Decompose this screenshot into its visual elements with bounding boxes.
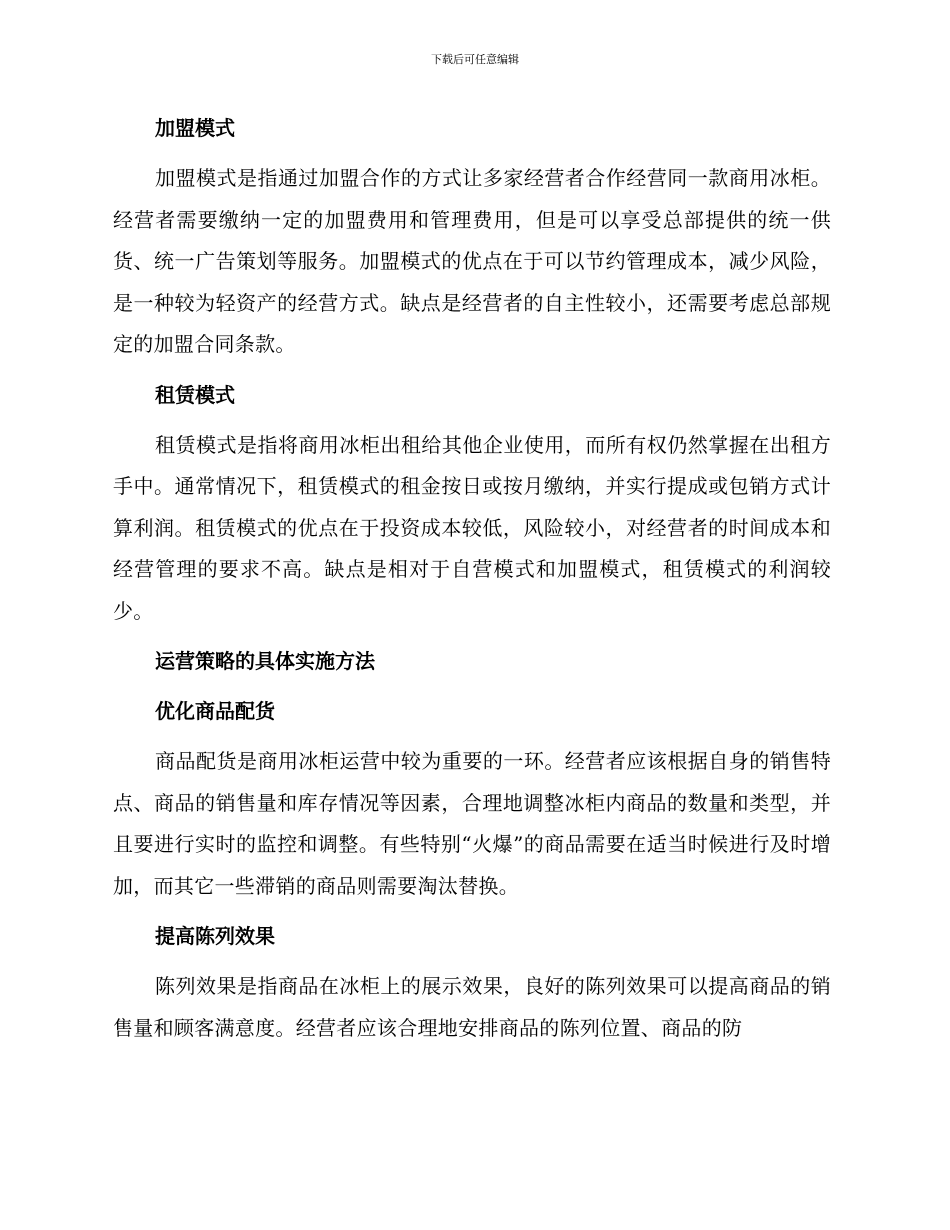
section-paragraph-display-effect: 陈列效果是指商品在冰柜上的展示效果，良好的陈列效果可以提高商品的销售量和顾客满意度。经营者应该合理地安排商品的陈列位置、商品的防 <box>113 974 831 1040</box>
section-heading-display-effect: 提高陈列效果 <box>155 924 275 948</box>
document-body <box>113 108 831 1058</box>
section-heading-leasing: 租赁模式 <box>155 382 235 407</box>
section-paragraph-optimize-stocking: 商品配货是商用冰柜运营中较为重要的一环。经营者应该根据自身的销售特点、商品的销售量和库存情况等因素，合理地调整冰柜内商品的数量和类型，并且要进行实时的监控和调整。有些特别“火爆”的商品需要在适当时候进行及时增加，而其它一些滞销的商品则需要淘汰替换。 <box>113 749 831 898</box>
page-header-note: 下载后可任意编辑 <box>431 53 519 66</box>
section-paragraph-franchise: 加盟模式是指通过加盟合作的方式让多家经营者合作经营同一款商用冰柜。经营者需要缴纳一定的加盟费用和管理费用，但是可以享受总部提供的统一供货、统一广告策划等服务。加盟模式的优点在于可以节约管理成本，减少风险，是一种较为轻资产的经营方式。缺点是经营者的自主性较小，还需要考虑总部规定的加盟合同条款。 <box>113 166 831 356</box>
section-heading-franchise: 加盟模式 <box>155 116 235 140</box>
section-heading-optimize-stocking: 优化商品配货 <box>155 699 275 723</box>
section-heading-operation-methods: 运营策略的具体实施方法 <box>155 649 375 673</box>
section-paragraph-leasing: 租赁模式是指将商用冰柜出租给其他企业使用，而所有权仍然掌握在出租方手中。通常情况下，租赁模式的租金按日或按月缴纳，并实行提成或包销方式计算利润。租赁模式的优点在于投资成本较低，风险较小，对经营者的时间成本和经营管理的要求不高。缺点是相对于自营模式和加盟模式，租赁模式的利润较少。 <box>113 432 831 623</box>
